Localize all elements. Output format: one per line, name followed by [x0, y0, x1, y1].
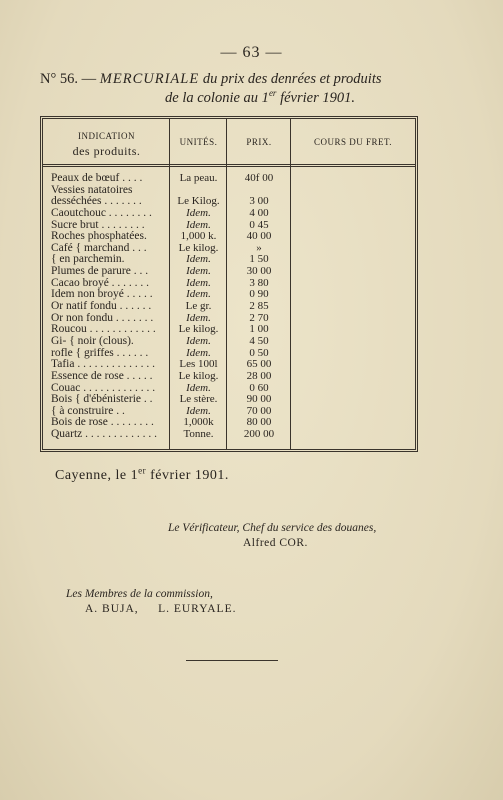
place-date-end: février 1901.: [150, 468, 229, 483]
table-row: [43, 371, 415, 383]
table-row: [43, 336, 415, 348]
table-row: [43, 383, 415, 395]
product-name: Roches phosphatées.: [51, 231, 147, 243]
product-price: 3 80: [249, 276, 269, 289]
product-name: Or natif fondu . . . . . .: [51, 301, 152, 313]
table-row: [43, 266, 415, 278]
product-price: 0 45: [249, 218, 269, 231]
product-name: Peaux de bœuf . . . .: [51, 173, 143, 184]
product-price: 0 60: [249, 381, 269, 394]
product-name: Idem non broyé . . . . .: [51, 289, 153, 301]
page-number: — 63 —: [220, 44, 283, 61]
product-price: 1 00: [249, 323, 269, 336]
product-unit: Idem.: [186, 276, 211, 289]
table-row: [43, 406, 415, 418]
product-price: 2 70: [249, 311, 269, 324]
product-name: Quartz . . . . . . . . . . . . .: [51, 429, 158, 441]
product-unit: Le kilog.: [178, 241, 219, 254]
product-name: Vessies natatoires: [51, 184, 133, 196]
header-indication-sub: des produits.: [72, 144, 141, 158]
table-row: [43, 289, 415, 301]
product-unit: 1,000 k.: [180, 230, 217, 243]
product-name: { en parchemin.: [51, 254, 125, 266]
heading-line2-end: février 1901.: [280, 90, 355, 106]
heading-dash: —: [81, 71, 97, 87]
product-name: Roucou . . . . . . . . . . . .: [51, 324, 156, 336]
product-unit: Idem.: [186, 346, 211, 359]
product-price: 40f 00: [244, 172, 274, 184]
product-unit: Idem.: [186, 404, 211, 417]
product-price: 0 90: [249, 288, 269, 301]
product-unit: Idem.: [186, 334, 211, 347]
table-row: [43, 394, 415, 406]
product-price: 4 00: [249, 206, 269, 219]
product-unit: Idem.: [186, 265, 211, 278]
product-name: Essence de rose . . . . .: [51, 370, 153, 382]
product-name: Or non fondu . . . . . . .: [51, 312, 154, 324]
end-rule: [186, 660, 278, 661]
table-row: [43, 313, 415, 325]
product-unit: Le kilog.: [178, 369, 219, 382]
heading-line2-sup: er: [268, 88, 277, 99]
product-unit: Le Kilog.: [177, 195, 220, 208]
table-row: [43, 243, 415, 255]
product-name: Cacao broyé . . . . . . .: [51, 277, 150, 289]
table-row: [43, 429, 415, 441]
verificateur-title: Le Vérificateur, Chef du service des douanes,: [168, 522, 377, 534]
price-table: [40, 116, 418, 452]
table-body: [43, 173, 415, 441]
product-name: Bois { d'ébénisterie . .: [51, 394, 153, 406]
heading-rest: du prix des denrées et produits: [202, 71, 382, 87]
product-unit: 1,000k: [183, 416, 214, 429]
table-row: [43, 417, 415, 429]
header-unites: UNITÉS.: [179, 137, 218, 147]
product-unit: Idem.: [186, 253, 211, 266]
product-price: 2 85: [249, 300, 269, 313]
commission-title: Les Membres de la commission,: [66, 588, 213, 600]
product-price: 40 00: [246, 230, 272, 243]
product-price: 65 00: [246, 358, 272, 371]
product-unit: Idem.: [186, 206, 211, 219]
member-name: L. EURYALE.: [158, 603, 237, 615]
product-name: Café { marchand . . .: [51, 242, 147, 254]
heading-number: N° 56.: [40, 71, 79, 87]
product-unit: Tonne.: [183, 428, 214, 441]
verificateur-name: Alfred COR.: [243, 537, 308, 549]
header-indication-top: INDICATION: [78, 131, 135, 141]
product-name: Bois de rose . . . . . . . .: [51, 417, 154, 429]
product-unit: Idem.: [186, 381, 211, 394]
product-price: 28 00: [246, 369, 272, 382]
product-price: 1 50: [249, 253, 269, 266]
product-price: 4 50: [249, 334, 269, 347]
product-unit: Le kilog.: [178, 323, 219, 336]
table-row: [43, 301, 415, 313]
heading-title: MERCURIALE: [99, 71, 200, 87]
product-name: Tafia . . . . . . . . . . . . . .: [51, 359, 155, 371]
member-name: A. BUJA,: [85, 603, 139, 615]
header-indication: [43, 129, 170, 160]
header-cours-fret: COURS DU FRET.: [313, 137, 393, 147]
place-date-sup: er: [138, 465, 147, 476]
product-name: { à construire . .: [51, 405, 125, 417]
product-unit: Idem.: [186, 311, 211, 324]
table-row: [43, 208, 415, 220]
table-header: [43, 119, 415, 167]
table-row: [43, 359, 415, 371]
table-row: [43, 254, 415, 266]
product-name: rofle { griffes . . . . . .: [51, 347, 149, 359]
product-name: Sucre brut . . . . . . . .: [51, 219, 145, 231]
product-price: 3 00: [249, 195, 269, 208]
table-row: [43, 231, 415, 243]
product-price: 90 00: [246, 393, 272, 406]
table-row: [43, 185, 415, 197]
table-row: [43, 348, 415, 360]
product-unit: La peau.: [179, 172, 218, 184]
product-price: 200 00: [243, 428, 275, 441]
place-date-text: Cayenne, le 1: [55, 468, 139, 483]
product-unit: Le stère.: [179, 393, 218, 406]
place-date: [55, 465, 229, 484]
product-price: 30 00: [246, 265, 272, 278]
product-name: Caoutchouc . . . . . . . .: [51, 207, 152, 219]
heading-line2-text: de la colonie au 1: [165, 90, 269, 106]
product-name: Gi- { noir (clous).: [51, 335, 134, 347]
product-price: 0 50: [249, 346, 269, 359]
product-name: desséchées . . . . . . .: [51, 196, 142, 208]
product-unit: Les 100l: [179, 358, 218, 371]
header-prix: PRIX.: [246, 137, 272, 147]
product-name: Couac . . . . . . . . . . . . .: [51, 382, 156, 394]
product-name: Plumes de parure . . .: [51, 266, 149, 278]
heading-line2: [40, 89, 460, 108]
product-price: »: [256, 241, 262, 254]
table-row: [43, 278, 415, 290]
product-unit: Idem.: [186, 288, 211, 301]
document-heading: [40, 70, 460, 108]
table-row: [43, 220, 415, 232]
product-unit: Le gr.: [185, 300, 212, 313]
product-unit: Idem.: [186, 218, 211, 231]
commission-members: [85, 603, 236, 615]
product-price: 70 00: [246, 404, 272, 417]
table-row: [43, 173, 415, 185]
table-row: [43, 324, 415, 336]
table-row: [43, 196, 415, 208]
product-price: 80 00: [246, 416, 272, 429]
